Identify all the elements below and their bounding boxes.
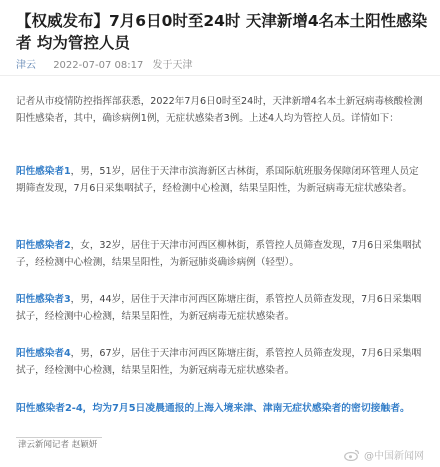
header-divider [0,75,440,76]
watermark [344,447,424,462]
article-meta [16,56,193,71]
case-paragraph-1 [16,163,424,197]
editor-credit: 津云新闻记者 赵颖妍 [18,440,98,450]
case-paragraph-2 [16,237,424,271]
weibo-icon [344,449,360,461]
case-text-2: ，女，32岁，居住于天津市河西区柳林街，系管控人员筛查发现，7月6日采集咽拭子，经检测中心检测，结果呈阳性，为新冠肺炎确诊病例（轻型）。 [16,240,422,268]
case-paragraph-4 [16,345,424,379]
case-text-3: ，男，44岁，居住于天津市河西区陈塘庄街，系管控人员筛查发现，7月6日采集咽拭子，经检测中心检测，结果呈阳性，为新冠病毒无症状感染者。 [16,294,422,322]
article-title: 【权威发布】7月6日0时至24时 天津新增4名本土阳性感染者 均为管控人员 [16,12,428,52]
watermark-text: @中国新闻网 [364,451,424,462]
publish-location: 发于天津 [152,60,193,71]
case-label-2: 阳性感染者2 [16,240,71,251]
case-paragraph-3 [16,291,424,325]
source-link[interactable]: 津云 [16,60,36,71]
case-text-4: ，男，67岁，居住于天津市河西区陈塘庄街，系管控人员筛查发现，7月6日采集咽拭子，经检测中心检测，结果呈阳性，为新冠病毒无症状感染者。 [16,348,422,376]
case-label-3: 阳性感染者3 [16,294,71,305]
publish-time: 2022-07-07 08:17 [53,60,144,71]
case-text-1: ，男，51岁，居住于天津市滨海新区古林街，系国际航班服务保障闭环管理人员定期筛查发现，7月6日采集咽拭子，经检测中心检测，结果呈阳性，为新冠病毒无症状感染者。 [16,166,419,194]
case-label-4: 阳性感染者4 [16,348,71,359]
intro-paragraph: 记者从市疫情防控指挥部获悉，2022年7月6日0时至24时，天津新增4名本土新冠病毒核酸检测阳性感染者，其中，确诊病例1例，无症状感染者3例。上述4人均为管控人员。详情如下： [16,96,423,124]
summary-paragraph: 阳性感染者2-4，均为7月5日凌晨通报的上海入境来津、津南无症状感染者的密切接触者。 [16,403,410,414]
case-label-1: 阳性感染者1 [16,166,71,177]
